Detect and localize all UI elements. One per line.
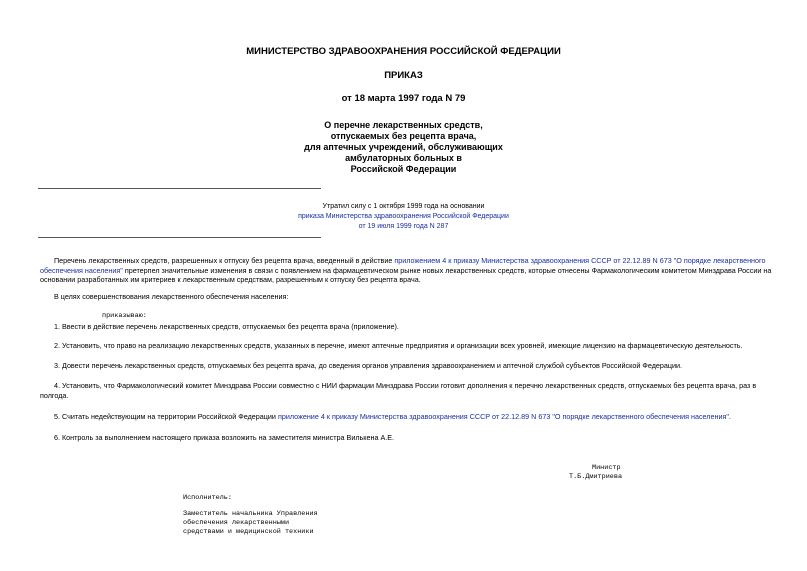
signature-name: Т.Б.Дмитриева: [569, 473, 623, 481]
order-item-2: [40, 341, 774, 351]
order-item-5-end: .: [728, 412, 731, 421]
order-item-4: [40, 381, 774, 400]
executor-label: Исполнитель:: [183, 494, 232, 502]
ussr-order-link[interactable]: приложением 4 к приказу Министерства здравоохранения СССР от 22.12.89 N 673 "О порядке лекарственного обеспечения населения": [40, 256, 766, 275]
preamble-text-end: претерпел значительные изменения в связи с появлением на фармацевтическом рынке новых лекарственных средств, которые отнесены Фармакологическим комитетом Минздрава России на основании разработанных им критериев к лекарственным средствам, разрешенным к отпуску без рецепта врача.: [40, 265, 772, 284]
purpose-paragraph: [40, 292, 774, 302]
title-line: Российской Федерации: [350, 164, 457, 174]
order-item-3: [40, 361, 774, 371]
title-line: О перечне лекарственных средств,: [324, 120, 483, 130]
order-item-1: [40, 322, 774, 332]
executor-block: [183, 510, 318, 537]
order-item-6: [40, 433, 774, 443]
document-title: [0, 120, 807, 175]
order-item-1-text: 1. Ввести в действие перечень лекарственных средств, отпускаемых без рецепта врача (приложение).: [54, 322, 399, 331]
order-item-4-text: 4. Установить, что Фармакологический комитет Минздрава России совместно с НИИ фармации Минздрава России готовит дополнения к перечню лекарственных средств, отпускаемых без рецепта врача, раз в полгода.: [40, 381, 757, 400]
status-note-text: Утратил силу с 1 октября 1999 года на основании: [322, 203, 485, 210]
title-line: для аптечных учреждений, обслуживающих: [304, 142, 503, 152]
order-word: приказываю:: [102, 312, 147, 320]
signature-position: Министр: [592, 464, 621, 472]
purpose-text: В целях совершенствования лекарственного обеспечения населения:: [54, 292, 289, 301]
executor-line: обеспечения лекарственными: [183, 519, 290, 527]
preamble-paragraph: [40, 256, 774, 285]
repeal-order-date-link[interactable]: от 19 июля 1999 года N 287: [358, 223, 449, 230]
order-item-2-text: 2. Установить, что право на реализацию лекарственных средств, указанных в перечне, имеют аптечные предприятия и организации всех уровней, имеющие лицензию на фармацевтическую деятельность.: [54, 341, 743, 350]
title-line: амбулаторных больных в: [345, 153, 462, 163]
executor-line: средствами и медицинской техники: [183, 528, 314, 536]
preamble-text: Перечень лекарственных средств, разрешенных к отпуску без рецепта врача, введенный в действие: [54, 256, 395, 265]
document-date-number: от 18 марта 1997 года N 79: [341, 93, 466, 104]
divider-top: [38, 188, 321, 189]
order-item-5: [40, 412, 774, 422]
ussr-order-appendix-link[interactable]: приложение 4 к приказу Министерства здравоохранения СССР от 22.12.89 N 673 "О порядке лекарственного обеспечения населения": [277, 412, 729, 421]
repeal-order-link[interactable]: приказа Министерства здравоохранения Российской Федерации: [298, 213, 509, 220]
document-type: ПРИКАЗ: [384, 70, 423, 81]
ministry-heading: МИНИСТЕРСТВО ЗДРАВООХРАНЕНИЯ РОССИЙСКОЙ ФЕДЕРАЦИИ: [246, 46, 561, 57]
executor-line: Заместитель начальника Управления: [183, 510, 318, 518]
order-item-6-text: 6. Контроль за выполнением настоящего приказа возложить на заместителя министра Вилькена А.Е.: [54, 433, 395, 442]
title-line: отпускаемых без рецепта врача,: [330, 131, 477, 141]
divider-bottom: [38, 237, 321, 238]
order-item-3-text: 3. Довести перечень лекарственных средств, отпускаемых без рецепта врача, до сведения органов управления здравоохранением и аптечной службой субъектов Российской Федерации.: [54, 361, 683, 370]
order-item-5-text: 5. Считать недействующим на территории Российской Федерации: [54, 412, 278, 421]
status-note: [0, 202, 807, 232]
